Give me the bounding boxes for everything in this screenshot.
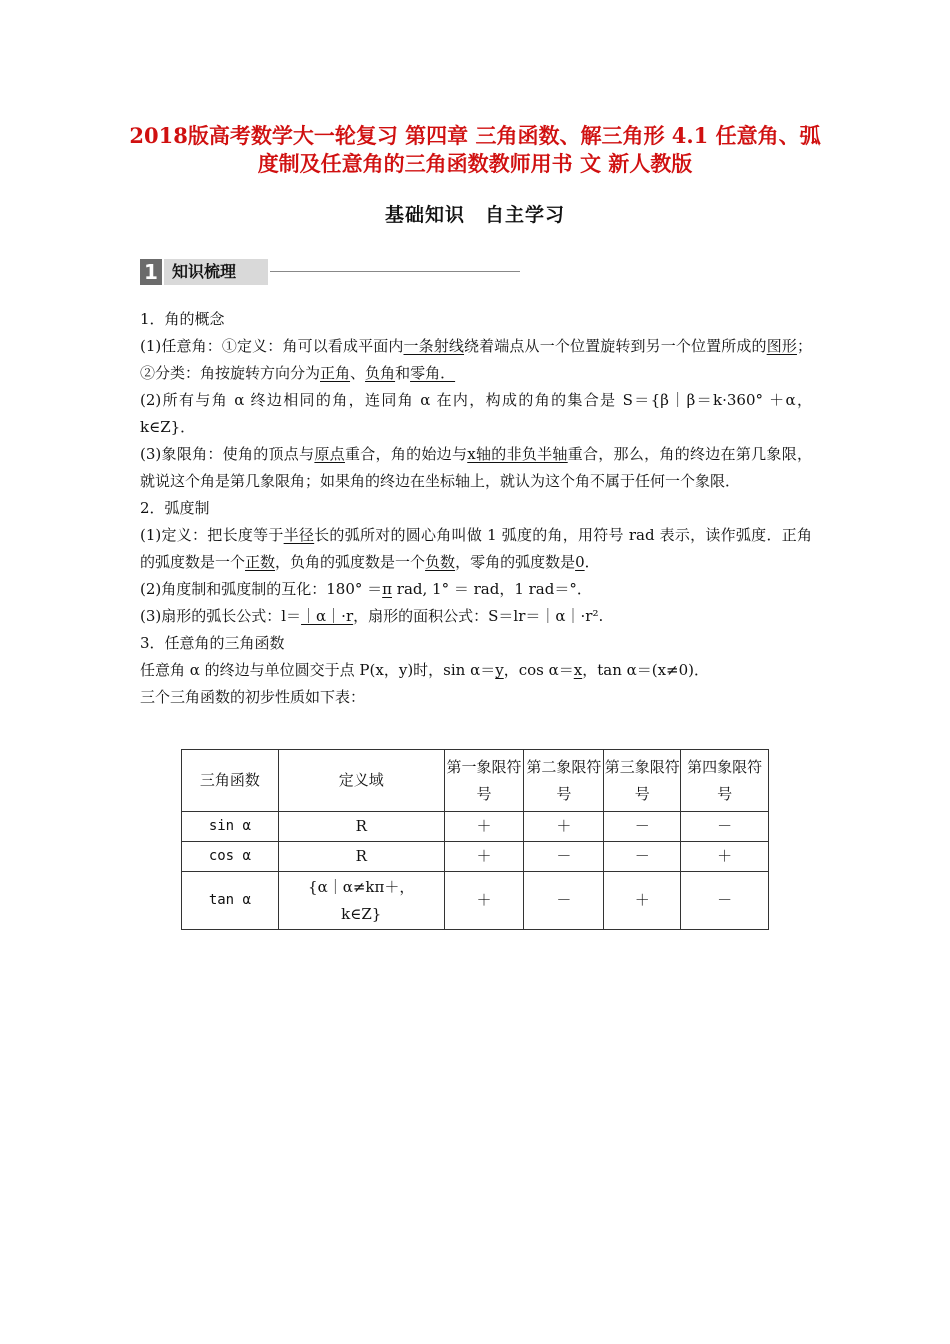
section-rule	[270, 271, 520, 272]
table-cell-function: cos α	[182, 842, 279, 872]
text-fragment: 任意角 α 的终边与单位圆交于点 P(x，y)时，sin α＝	[140, 661, 496, 679]
para-sector-formula	[140, 603, 812, 630]
content-body	[140, 306, 812, 711]
para-trig-definition	[140, 657, 812, 684]
text-fragment: (3)扇形的弧长公式：l＝	[140, 607, 302, 625]
table-header-cell: 第四象限符号	[681, 750, 769, 812]
table-header-row	[182, 750, 769, 812]
table-cell-sign: －	[681, 812, 769, 842]
table-cell-function: tan α	[182, 872, 279, 930]
table-row	[182, 872, 769, 930]
underlined-answer: x轴的非负半轴	[467, 445, 568, 463]
text-fragment: 绕着端点从一个位置旋转到另一个位置所成的	[464, 337, 767, 355]
document-title: 2018版高考数学大一轮复习 第四章 三角函数、解三角形 4.1 任意角、弧度制及任意角的三角函数教师用书 文 新人教版	[129, 123, 821, 176]
underlined-answer: ｜α｜·r	[301, 607, 354, 625]
para-quadrant-angle	[140, 441, 812, 495]
table-cell-sign: －	[604, 812, 681, 842]
text-fragment: 、	[350, 364, 366, 382]
text-fragment: ；②分类：角按旋转方向分为	[140, 337, 812, 382]
table-cell-sign: －	[524, 842, 604, 872]
para-conversion	[140, 576, 812, 603]
text-fragment: rad, 1° ＝ rad，1 rad＝°．	[392, 580, 592, 598]
underlined-answer: x	[573, 661, 583, 679]
table-cell-sign: ＋	[681, 842, 769, 872]
section-heading	[140, 259, 520, 285]
text-fragment: ，tan α＝(x≠0)．	[582, 661, 710, 679]
table-cell-sign: －	[681, 872, 769, 930]
underlined-answer: 一条射线	[403, 337, 465, 355]
table-header-cell: 定义域	[278, 750, 444, 812]
text-fragment: 重合，角的始边与	[344, 445, 468, 463]
underlined-answer: 图形	[766, 337, 797, 355]
underlined-answer: 原点	[314, 445, 345, 463]
text-fragment: ，零角的弧度数是	[455, 553, 576, 571]
section-subtitle: 基础知识 自主学习	[384, 204, 565, 226]
table-cell-sign: －	[524, 872, 604, 930]
text-fragment: ，负角的弧度数是一个	[275, 553, 426, 571]
heading-radian: 2．弧度制	[140, 499, 210, 517]
table-cell-domain: R	[278, 812, 444, 842]
table-header-cell: 第二象限符号	[524, 750, 604, 812]
underlined-answer: 0	[575, 553, 585, 571]
text-fragment: 重合，那么，角的终边在第几象限，就说这个角是第几象限角；如果角的终边在坐标轴上，就认为这个角不属于任何一个象限．	[140, 445, 812, 490]
text-fragment: ，cos α＝	[503, 661, 574, 679]
table-row	[182, 812, 769, 842]
section-number: 1	[140, 259, 162, 285]
text-fragment: (1)定义：把长度等于	[140, 526, 284, 544]
text-fragment: ，扇形的面积公式：S＝lr＝｜α｜·r².	[353, 607, 604, 625]
heading-angle-concept: 1．角的概念	[140, 310, 225, 328]
table-cell-sign: ＋	[604, 872, 681, 930]
table-cell-domain: {α｜α≠kπ＋，k∈Z}	[278, 872, 444, 930]
heading-trig-functions: 3．任意角的三角函数	[140, 634, 285, 652]
table-cell-sign: ＋	[444, 842, 524, 872]
underlined-answer: π	[382, 580, 393, 598]
table-cell-function: sin α	[182, 812, 279, 842]
text-fragment: ．	[584, 553, 600, 571]
trig-properties-table	[181, 749, 769, 930]
text-fragment: (2)角度制和弧度制的互化：180° ＝	[140, 580, 383, 598]
underlined-answer: 零角．	[410, 364, 456, 382]
table-header-cell: 三角函数	[182, 750, 279, 812]
table-cell-domain: R	[278, 842, 444, 872]
para-coterminal: (2)所有与角 α 终边相同的角，连同角 α 在内，构成的角的集合是 S＝{β｜β＝k·360° ＋α，k∈Z}．	[140, 391, 812, 436]
table-header-cell: 第一象限符号	[444, 750, 524, 812]
table-header-cell: 第三象限符号	[604, 750, 681, 812]
text-fragment: (1)任意角：①定义：角可以看成平面内	[140, 337, 404, 355]
text-fragment: 长的弧所对的圆心角叫做 1 弧度的角，用符号 rad 表示，读作弧度．正角的弧度数是一个	[140, 526, 812, 571]
underlined-answer: 负角	[365, 364, 396, 382]
underlined-answer: y	[495, 661, 504, 679]
para-arbitrary-angle	[140, 333, 812, 387]
section-label: 知识梳理	[164, 259, 268, 285]
para-table-intro: 三个三角函数的初步性质如下表：	[140, 688, 366, 706]
text-fragment: 和	[395, 364, 411, 382]
para-radian-definition	[140, 522, 812, 576]
underlined-answer: 负数	[425, 553, 456, 571]
table-row	[182, 842, 769, 872]
underlined-answer: 正角	[320, 364, 351, 382]
table-cell-sign: －	[604, 842, 681, 872]
underlined-answer: 半径	[283, 526, 315, 544]
underlined-answer: 正数	[245, 553, 276, 571]
table-cell-sign: ＋	[444, 812, 524, 842]
text-fragment: (3)象限角：使角的顶点与	[140, 445, 315, 463]
table-cell-sign: ＋	[524, 812, 604, 842]
table-cell-sign: ＋	[444, 872, 524, 930]
